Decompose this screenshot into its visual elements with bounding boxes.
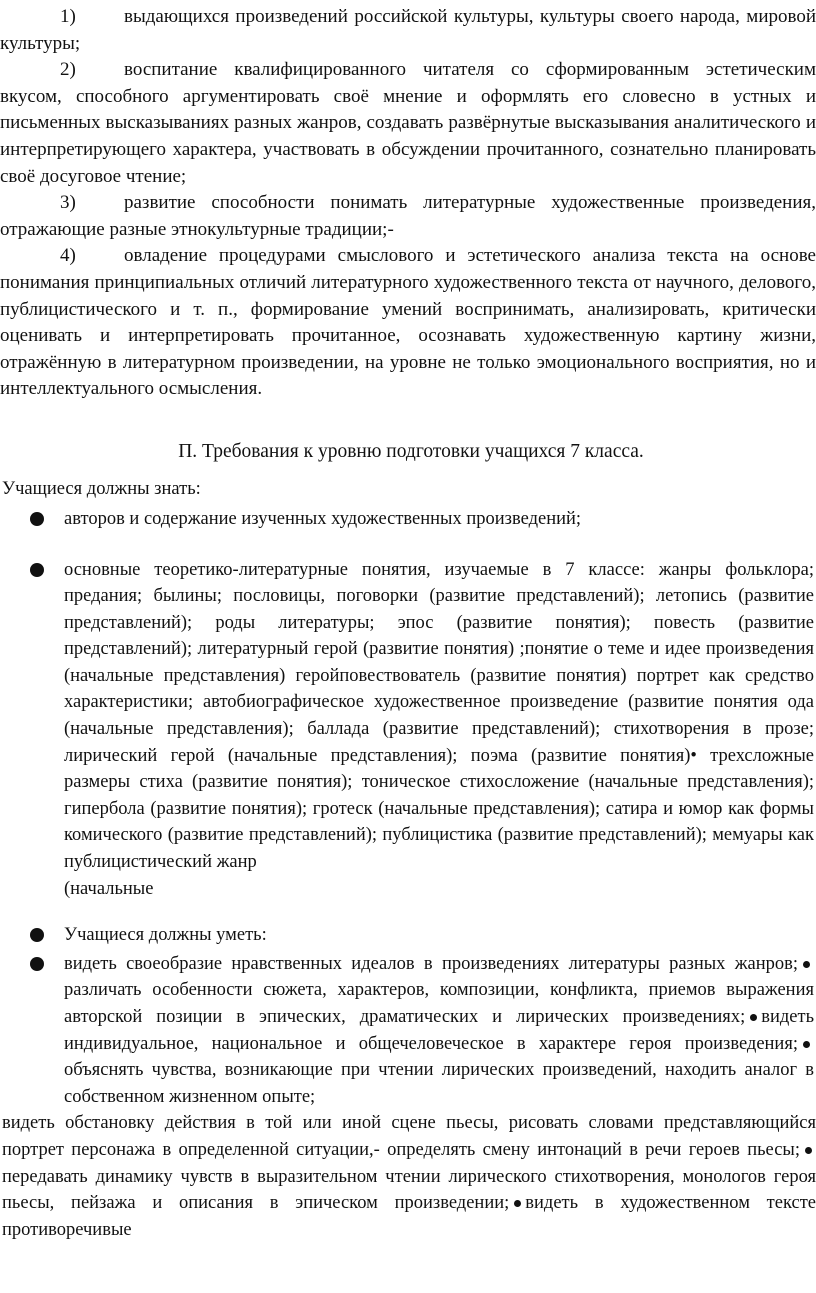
inline-bullet-icon (803, 961, 810, 968)
list-item-4 (0, 243, 816, 403)
tail-paragraph (0, 1110, 816, 1243)
bullet-dot-icon (30, 928, 44, 942)
list-item-number: 2) (60, 59, 76, 81)
skills-label-item (0, 922, 816, 949)
bullet-item-concepts (0, 557, 816, 903)
list-item-text: воспитание квалифицированного читателя со сформированным эстетическим вкусом, способного аргументировать своё мнение и оформлять его словесно в устных и письменных высказываниях разных жанров, создавать развёрнутые высказывания аналитического и интерпретирующего характера, участвовать в обсуждении прочитанного, сознательно планировать своё досуговое чтение; (0, 59, 816, 187)
list-item-2 (0, 57, 816, 190)
inline-bullet-icon (514, 1200, 521, 1207)
list-item-text: овладение процедурами смыслового и эстетического анализа текста на основе понимания принципиальных отличий литературного художественного текста от научного, делового, публицистического и т. п., формирование умений воспринимать, анализировать, критически оценивать и интерпретировать прочитанное, осознавать художественную картину жизни, отражённую в литературном произведении, на уровне не только эмоционального восприятия, но и интеллектуального осмысления. (0, 245, 816, 400)
know-label: Учащиеся должны знать: (2, 478, 201, 499)
list-item-number: 3) (60, 192, 76, 214)
list-item-text: выдающихся произведений российской культуры, культуры своего народа, мировой культуры; (0, 6, 816, 54)
section-heading: П. Требования к уровню подготовки учащихся 7 класса. (178, 440, 644, 462)
list-item-1 (0, 4, 816, 57)
bullet-dot-icon (30, 957, 44, 971)
list-item-number: 1) (60, 6, 76, 27)
skills-text-4: объяснять чувства, возникающие при чтении лирических произведений, находить аналог в собственном жизненном опыте; (64, 1060, 814, 1107)
list-item-text: развитие способности понимать литературные художественные произведения, отражающие разные этнокультурные традиции;- (0, 192, 816, 240)
inline-bullet-icon (805, 1147, 812, 1154)
tail-text-1: видеть обстановку действия в той или иной сцене пьесы, рисовать словами представляющийся портрет персонажа в определенной ситуации,- определять смену интонаций в речи героев пьесы; (2, 1113, 816, 1160)
skills-text-3: видеть индивидуальное, национальное и общечеловеческое в характере героя произведения; (64, 1007, 814, 1054)
bullet-text: основные теоретико-литературные понятия, изучаемые в 7 классе: жанры фольклора; предания; былины; пословицы, поговорки (развитие представлений); летопись (развитие представлений); роды литературы; эпос (развитие понятия); повесть (развитие представлений); литературный герой (развитие понятия) ;понятие о теме и идее произведения (начальные представления) геройповествователь (развитие понятия) портрет как средство характеристики; автобиографическое художественное произведение (развитие понятия ода (начальные представления); баллада (развитие представлений); стихотворения в прозе; лирический герой (начальные представления); поэма (развитие понятия)• трехсложные размеры стиха (развитие понятия); тоническое стихосложение (начальные представления); гипербола (развитие понятия); гротеск (начальные представления); сатира и юмор как формы комического (развитие представлений); публицистика (развитие представлений); мемуары как публицистический жанр (64, 559, 814, 873)
inline-bullet-icon (750, 1014, 757, 1021)
bullet-dot-icon (30, 512, 44, 526)
bullet-item-skills (0, 951, 816, 1111)
tail-text-2: передавать динамику чувств в выразительном чтении лирического стихотворения, монологов героя пьесы, пейзажа и описания в эпическом произведении; (2, 1166, 816, 1214)
inline-bullet-icon (803, 1041, 810, 1048)
tail-text-3: видеть в художественном тексте противоречивые (2, 1193, 816, 1240)
bullet-dot-icon (30, 563, 44, 577)
skills-text-2: различать особенности сюжета, характеров, композиции, конфликта, приемов выражения авторской позиции в эпических, драматических и лирических произведениях; (64, 980, 814, 1027)
skills-label: Учащиеся должны уметь: (64, 925, 267, 946)
bullet-text-tail: (начальные (64, 878, 154, 899)
list-item-3 (0, 190, 816, 243)
bullet-item-authors (0, 506, 816, 533)
bullet-text: авторов и содержание изученных художественных произведений; (64, 508, 582, 529)
skills-text-1: видеть своеобразие нравственных идеалов в произведениях литературы разных жанров; (64, 953, 798, 974)
list-item-number: 4) (60, 245, 76, 267)
